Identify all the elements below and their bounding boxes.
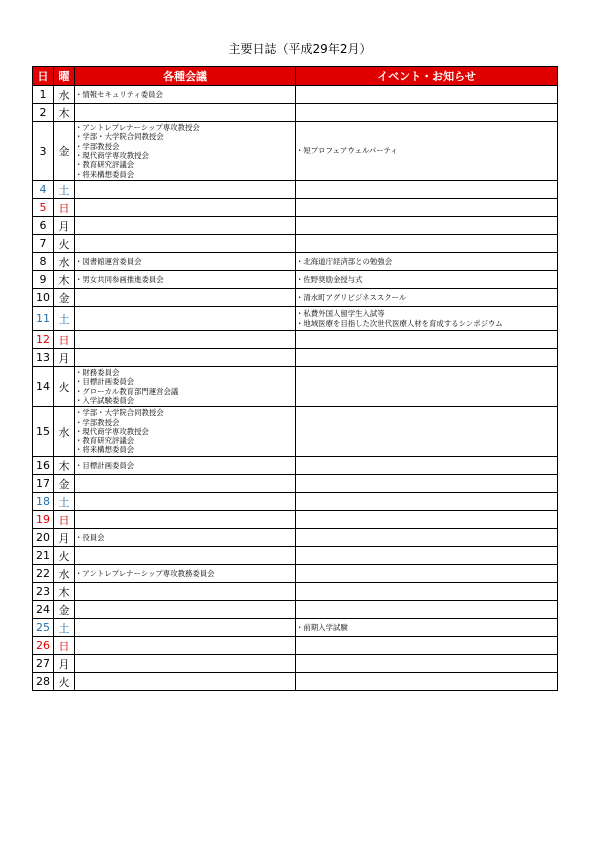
day-cell: 21 — [33, 547, 54, 565]
events-cell — [296, 493, 558, 511]
meeting-item: ・学部・大学院合同教授会 — [75, 408, 164, 418]
meetings-cell — [75, 199, 296, 217]
meeting-item: ・学部・大学院合同教授会 — [75, 132, 164, 142]
events-cell — [296, 583, 558, 601]
weekday-cell: 火 — [54, 235, 75, 253]
events-cell — [296, 253, 558, 271]
meeting-item: ・アントレプレナーシップ専攻教務委員会 — [75, 568, 215, 578]
table-row — [33, 271, 558, 289]
table-row — [33, 331, 558, 349]
table-row — [33, 475, 558, 493]
day-cell: 4 — [33, 181, 54, 199]
events-cell — [296, 407, 558, 457]
events-cell — [296, 565, 558, 583]
table-row — [33, 86, 558, 104]
events-cell — [296, 511, 558, 529]
events-cell — [296, 367, 558, 407]
day-cell: 18 — [33, 493, 54, 511]
meetings-cell — [75, 86, 296, 104]
weekday-cell: 水 — [54, 565, 75, 583]
meeting-item: ・目標計画委員会 — [75, 460, 135, 470]
table-row — [33, 235, 558, 253]
meeting-item: ・グローカル教育部門運営会議 — [75, 386, 179, 396]
meeting-item: ・財務委員会 — [75, 367, 120, 377]
table-row — [33, 181, 558, 199]
header-day: 日 — [33, 67, 54, 86]
meetings-cell — [75, 235, 296, 253]
table-row — [33, 601, 558, 619]
meetings-cell — [75, 349, 296, 367]
meetings-cell — [75, 655, 296, 673]
events-cell — [296, 601, 558, 619]
meeting-item: ・図書館運営委員会 — [75, 256, 142, 266]
meetings-cell — [75, 331, 296, 349]
weekday-cell: 土 — [54, 181, 75, 199]
header-weekday: 曜 — [54, 67, 75, 86]
weekday-cell: 月 — [54, 655, 75, 673]
weekday-cell: 水 — [54, 86, 75, 104]
event-item: ・前期入学試験 — [296, 622, 348, 632]
day-cell: 7 — [33, 235, 54, 253]
table-row — [33, 511, 558, 529]
events-cell — [296, 331, 558, 349]
day-cell: 16 — [33, 457, 54, 475]
table-row — [33, 457, 558, 475]
meeting-item: ・教育研究評議会 — [75, 436, 135, 446]
meetings-cell — [75, 289, 296, 307]
day-cell: 27 — [33, 655, 54, 673]
day-cell: 15 — [33, 407, 54, 457]
day-cell: 6 — [33, 217, 54, 235]
weekday-cell: 金 — [54, 601, 75, 619]
table-row — [33, 122, 558, 181]
meetings-cell — [75, 493, 296, 511]
events-cell — [296, 181, 558, 199]
meetings-cell — [75, 122, 296, 181]
meetings-cell — [75, 307, 296, 331]
table-row — [33, 637, 558, 655]
table-row — [33, 493, 558, 511]
weekday-cell: 月 — [54, 349, 75, 367]
meeting-item: ・将来構想委員会 — [75, 169, 135, 179]
table-row — [33, 583, 558, 601]
meeting-item: ・現代商学専攻教授会 — [75, 151, 149, 160]
meeting-item: ・学部教授会 — [75, 141, 120, 151]
day-cell: 28 — [33, 673, 54, 691]
weekday-cell: 金 — [54, 289, 75, 307]
weekday-cell: 金 — [54, 122, 75, 181]
weekday-cell: 土 — [54, 493, 75, 511]
weekday-cell: 水 — [54, 253, 75, 271]
meetings-cell — [75, 367, 296, 407]
table-row — [33, 673, 558, 691]
meetings-cell — [75, 253, 296, 271]
table-row — [33, 407, 558, 457]
day-cell: 9 — [33, 271, 54, 289]
weekday-cell: 月 — [54, 217, 75, 235]
day-cell: 11 — [33, 307, 54, 331]
day-cell: 10 — [33, 289, 54, 307]
table-row — [33, 217, 558, 235]
table-row — [33, 655, 558, 673]
events-cell — [296, 199, 558, 217]
day-cell: 14 — [33, 367, 54, 407]
table-row — [33, 289, 558, 307]
events-cell — [296, 673, 558, 691]
weekday-cell: 土 — [54, 307, 75, 331]
meeting-item: ・将来構想委員会 — [75, 445, 135, 455]
meetings-cell — [75, 547, 296, 565]
meeting-item: ・教育研究評議会 — [75, 160, 135, 170]
events-cell — [296, 289, 558, 307]
day-cell: 26 — [33, 637, 54, 655]
meetings-cell — [75, 601, 296, 619]
meetings-cell — [75, 673, 296, 691]
events-cell — [296, 529, 558, 547]
day-cell: 5 — [33, 199, 54, 217]
meetings-cell — [75, 407, 296, 457]
meeting-item: ・アントレプレナーシップ専攻教授会 — [75, 123, 200, 133]
meeting-item: ・役員会 — [75, 532, 105, 542]
events-cell — [296, 104, 558, 122]
meetings-cell — [75, 619, 296, 637]
meetings-cell — [75, 583, 296, 601]
weekday-cell: 月 — [54, 529, 75, 547]
table-row — [33, 367, 558, 407]
day-cell: 19 — [33, 511, 54, 529]
weekday-cell: 土 — [54, 619, 75, 637]
weekday-cell: 火 — [54, 367, 75, 407]
day-cell: 23 — [33, 583, 54, 601]
weekday-cell: 木 — [54, 457, 75, 475]
meetings-cell — [75, 271, 296, 289]
header-events: イベント・お知らせ — [296, 67, 558, 86]
header-meetings: 各種会議 — [75, 67, 296, 86]
day-cell: 20 — [33, 529, 54, 547]
meetings-cell — [75, 457, 296, 475]
events-cell — [296, 619, 558, 637]
weekday-cell: 木 — [54, 104, 75, 122]
weekday-cell: 火 — [54, 673, 75, 691]
event-item: ・北海道庁経済部との勉強会 — [296, 256, 393, 266]
day-cell: 25 — [33, 619, 54, 637]
events-cell — [296, 86, 558, 104]
event-item: ・短プロフェアウェルパーティ — [296, 146, 398, 156]
weekday-cell: 火 — [54, 547, 75, 565]
day-cell: 24 — [33, 601, 54, 619]
events-cell — [296, 475, 558, 493]
table-row — [33, 565, 558, 583]
table-row — [33, 619, 558, 637]
day-cell: 22 — [33, 565, 54, 583]
table-row — [33, 104, 558, 122]
meeting-item: ・入学試験委員会 — [75, 395, 135, 405]
header-row — [33, 67, 558, 86]
diary-table — [32, 66, 558, 691]
event-item: ・佐野奨励金授与式 — [296, 274, 363, 284]
event-item: ・地域医療を目指した次世代医療人材を育成するシンポジウム — [296, 318, 503, 328]
events-cell — [296, 235, 558, 253]
meetings-cell — [75, 529, 296, 547]
day-cell: 13 — [33, 349, 54, 367]
table-row — [33, 529, 558, 547]
meetings-cell — [75, 475, 296, 493]
events-cell — [296, 307, 558, 331]
meetings-cell — [75, 181, 296, 199]
day-cell: 17 — [33, 475, 54, 493]
meetings-cell — [75, 217, 296, 235]
table-row — [33, 199, 558, 217]
day-cell: 8 — [33, 253, 54, 271]
weekday-cell: 木 — [54, 271, 75, 289]
events-cell — [296, 457, 558, 475]
meeting-item: ・学部教授会 — [75, 417, 120, 427]
events-cell — [296, 349, 558, 367]
page-title: 主要日誌（平成29年2月） — [228, 42, 372, 56]
events-cell — [296, 122, 558, 181]
table-row — [33, 349, 558, 367]
events-cell — [296, 271, 558, 289]
events-cell — [296, 217, 558, 235]
meeting-item: ・男女共同参画推進委員会 — [75, 274, 164, 284]
weekday-cell: 日 — [54, 331, 75, 349]
meetings-cell — [75, 565, 296, 583]
day-cell: 3 — [33, 122, 54, 181]
meetings-cell — [75, 637, 296, 655]
meetings-cell — [75, 104, 296, 122]
event-item: ・清水町アグリビジネススクール — [296, 292, 407, 302]
events-cell — [296, 547, 558, 565]
meeting-item: ・現代商学専攻教授会 — [75, 426, 149, 436]
table-row — [33, 547, 558, 565]
event-item: ・私費外国人留学生入試等 — [296, 309, 385, 319]
table-row — [33, 307, 558, 331]
meeting-item: ・情報セキュリティ委員会 — [75, 89, 163, 99]
day-cell: 12 — [33, 331, 54, 349]
meetings-cell — [75, 511, 296, 529]
weekday-cell: 金 — [54, 475, 75, 493]
day-cell: 2 — [33, 104, 54, 122]
events-cell — [296, 655, 558, 673]
day-cell: 1 — [33, 86, 54, 104]
weekday-cell: 日 — [54, 511, 75, 529]
meeting-item: ・目標計画委員会 — [75, 377, 135, 387]
weekday-cell: 日 — [54, 199, 75, 217]
diary-body — [33, 86, 558, 691]
events-cell — [296, 637, 558, 655]
weekday-cell: 日 — [54, 637, 75, 655]
weekday-cell: 水 — [54, 407, 75, 457]
weekday-cell: 木 — [54, 583, 75, 601]
table-row — [33, 253, 558, 271]
